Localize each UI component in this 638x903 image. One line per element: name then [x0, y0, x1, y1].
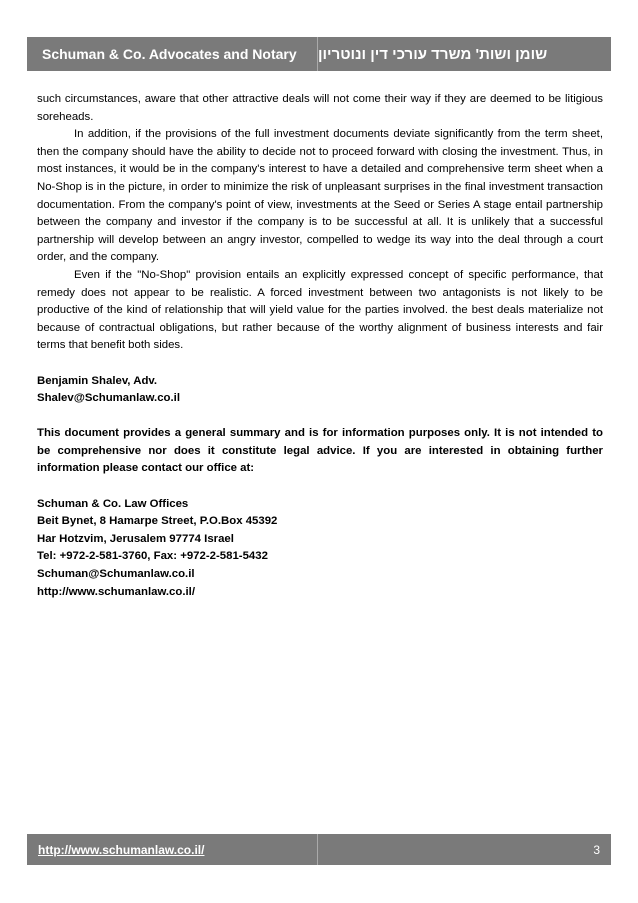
- author-email[interactable]: Shalev@Schumanlaw.co.il: [37, 392, 180, 405]
- spacer: [37, 408, 603, 426]
- paragraph-continuation: such circumstances, aware that other attractive deals will not come their way if they are deemed to be litigious soreheads.: [37, 93, 603, 123]
- page-header: [27, 37, 611, 71]
- page-number: 3: [593, 842, 600, 857]
- spacer: [37, 478, 603, 496]
- header-firm-name-hebrew: שומן ושות' משרד עורכי דין ונוטריון: [318, 45, 548, 63]
- paragraph-term-sheet: In addition, if the provisions of the full investment documents deviate significantly from the term sheet, then the company should have the ability to decide not to proceed forward with closing the investment. Thus, in most instances, it would be in the company's interest to have a detailed and comprehensive term sheet when a No-Shop is in the picture, in order to minimize the risk of unpleasant surprises in the final investment transaction documentation. From the company's point of view, investments at the Seed or Series A stage entail partnership between the company and investor if the company is to be successful at all. It is unlikely that a successful partnership will develop between an angry investor, compelled to wedge its way into the deal through a court order, and the company.: [37, 128, 603, 264]
- contact-email[interactable]: Schuman@Schumanlaw.co.il: [37, 568, 195, 581]
- author-name: Benjamin Shalev, Adv.: [37, 374, 158, 387]
- document-body: [37, 91, 603, 601]
- contact-website[interactable]: http://www.schumanlaw.co.il/: [37, 585, 196, 598]
- header-firm-name-english: Schuman & Co. Advocates and Notary: [27, 37, 318, 71]
- contact-address-street: Beit Bynet, 8 Hamarpe Street, P.O.Box 45392: [37, 515, 278, 528]
- contact-phone-fax: Tel: +972-2-581-3760, Fax: +972-2-581-5432: [37, 550, 268, 563]
- page-footer: [27, 834, 611, 865]
- footer-link-container: [27, 834, 318, 865]
- spacer: [37, 355, 603, 373]
- paragraph-specific-performance: Even if the "No-Shop" provision entails an explicitly expressed concept of specific performance, that remedy does not appear to be realistic. A forced investment between two antagonists is not likely to be productive of the kind of relationship that will yield value for the parties involved. the best deals materialize not because of contractual obligations, but rather because of the worthy alignment of business interests and fair terms that benefit both sides.: [37, 268, 603, 352]
- contact-address-city: Har Hotzvim, Jerusalem 97774 Israel: [37, 532, 234, 545]
- contact-firm-name: Schuman & Co. Law Offices: [37, 497, 189, 510]
- disclaimer-text: This document provides a general summary and is for information purposes only. It is not intended to be comprehensive nor does it constitute legal advice. If you are interested in obtaining further information please contact our office at:: [37, 427, 603, 475]
- footer-website-link[interactable]: http://www.schumanlaw.co.il/: [38, 842, 205, 857]
